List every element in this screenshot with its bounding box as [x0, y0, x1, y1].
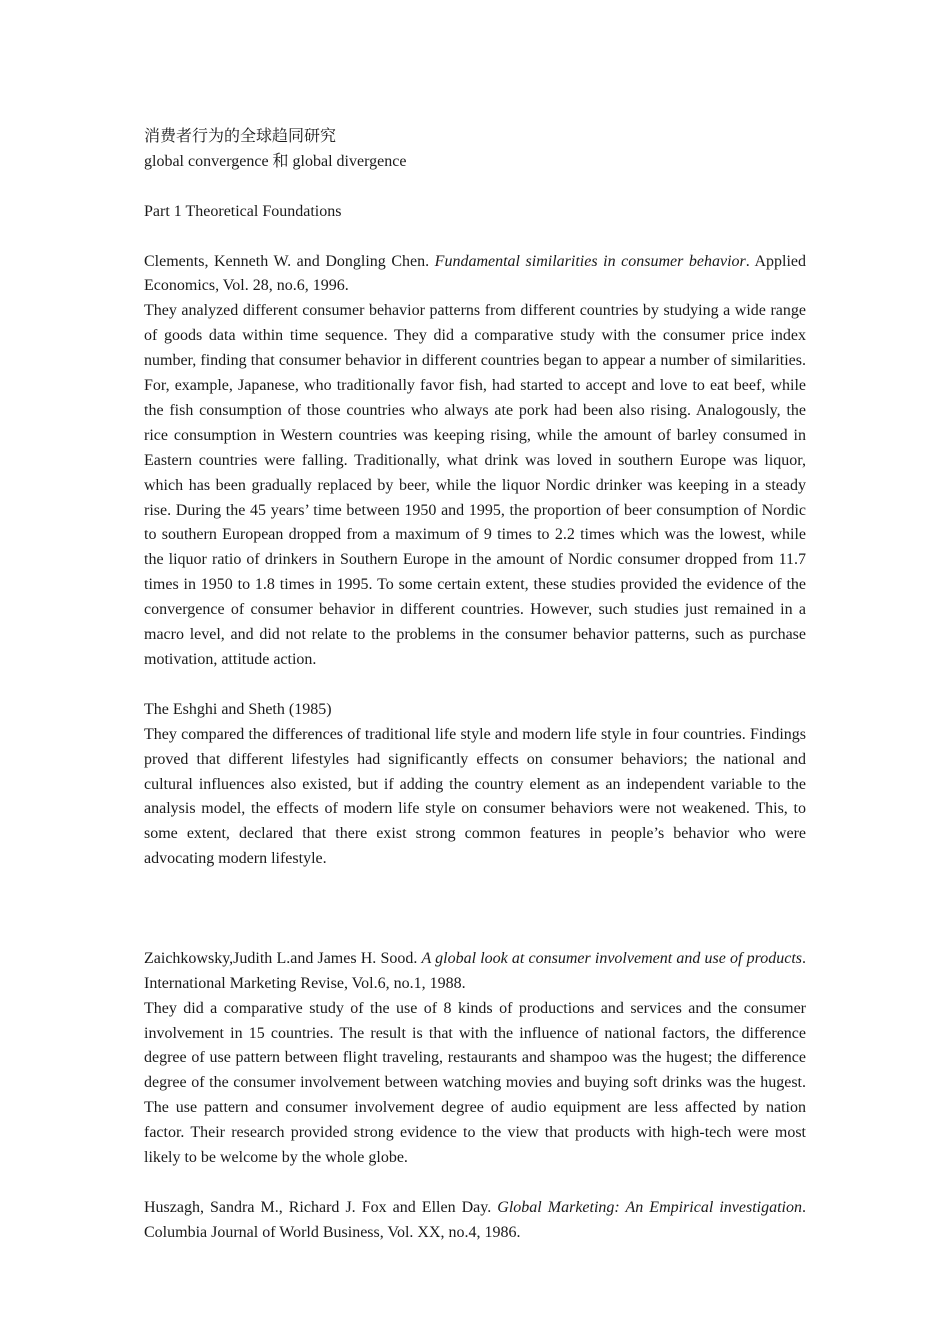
- citation-source: . Columbia Journal of World Business, Vol. XX, no.4, 1986.: [144, 1198, 806, 1241]
- citation-huszagh-fox-day: [144, 1196, 806, 1246]
- citation-source: . International Marketing Revise, Vol.6, no.1, 1988.: [144, 949, 806, 992]
- document-subtitle: global convergence 和 global divergence: [144, 152, 407, 170]
- citation-zaichkowsky-sood: [144, 947, 806, 997]
- spacer: [144, 922, 806, 947]
- spacer: [144, 1171, 806, 1196]
- citation-clements-chen: [144, 250, 806, 300]
- spacer: [144, 225, 806, 250]
- summary-eshghi-sheth: They compared the differences of traditional life style and modern life style in four countries. Findings proved that different lifestyles had significantly effects on consumer behaviors; the national and cultural influences also existed, but if adding the country element as an independent variable to the analysis model, the effects of modern life style on consumer behaviors were not weakened. This, to some extent, declared that there exist strong common features in people’s behavior who were advocating modern lifestyle.: [144, 725, 806, 868]
- citation-eshghi-sheth: The Eshghi and Sheth (1985): [144, 700, 332, 718]
- summary-zaichkowsky-sood: They did a comparative study of the use of 8 kinds of productions and services and the consumer involvement in 15 countries. The result is that with the influence of national factors, the difference degree of use pattern between flight traveling, restaurants and shampoo was the hugest; the difference degree of the consumer involvement between watching movies and buying soft drinks was the hugest. The use pattern and consumer involvement degree of audio equipment are less affected by nation factor. Their research provided strong evidence to the view that products with high-tech were most likely to be welcome by the whole globe.: [144, 999, 806, 1167]
- document-page: [144, 125, 806, 1246]
- part-heading: Part 1 Theoretical Foundations: [144, 202, 342, 220]
- citation-source: . Applied Economics, Vol. 28, no.6, 1996.: [144, 252, 807, 295]
- citation-authors: Zaichkowsky,Judith L.and James H. Sood.: [144, 949, 422, 967]
- citation-title: Global Marketing: An Empirical investigation: [497, 1198, 802, 1216]
- citation-authors: Huszagh, Sandra M., Richard J. Fox and Ellen Day.: [144, 1198, 498, 1216]
- citation-title: A global look at consumer involvement and use of products: [421, 949, 802, 967]
- spacer: [144, 673, 806, 698]
- spacer: [144, 872, 806, 922]
- document-title-chinese: 消费者行为的全球趋同研究: [144, 128, 337, 145]
- citation-authors: Clements, Kenneth W. and Dongling Chen.: [144, 252, 435, 270]
- summary-clements-chen: They analyzed different consumer behavior patterns from different countries by studying a wide range of goods data within time sequence. They did a comparative study with the consumer price index number, finding that consumer behavior in different countries began to appear a number of similarities. For, example, Japanese, who traditionally favor fish, had started to accept and love to eat beef, while the fish consumption of those countries who always ate pork had been also rising. Analogously, the rice consumption in Western countries was keeping rising, while the amount of barley consumed in Eastern countries were falling. Traditionally, what drink was loved in southern Europe was liquor, which has been gradually replaced by beer, while the liquor Nordic drinker was keeping in a steady rise. During the 45 years’ time between 1950 and 1995, the proportion of beer consumption of Nordic to southern European dropped from a maximum of 9 times to 2.2 times which was the lowest, while the liquor ratio of drinkers in Southern Europe in the amount of Nordic consumer dropped from 11.7 times in 1950 to 1.8 times in 1995. To some certain extent, these studies provided the evidence of the convergence of consumer behavior in different countries. However, such studies just remained in a macro level, and did not relate to the problems in the consumer behavior patterns, such as purchase motivation, attitude action.: [144, 302, 806, 668]
- spacer: [144, 175, 806, 200]
- citation-title: Fundamental similarities in consumer behavior: [434, 252, 746, 270]
